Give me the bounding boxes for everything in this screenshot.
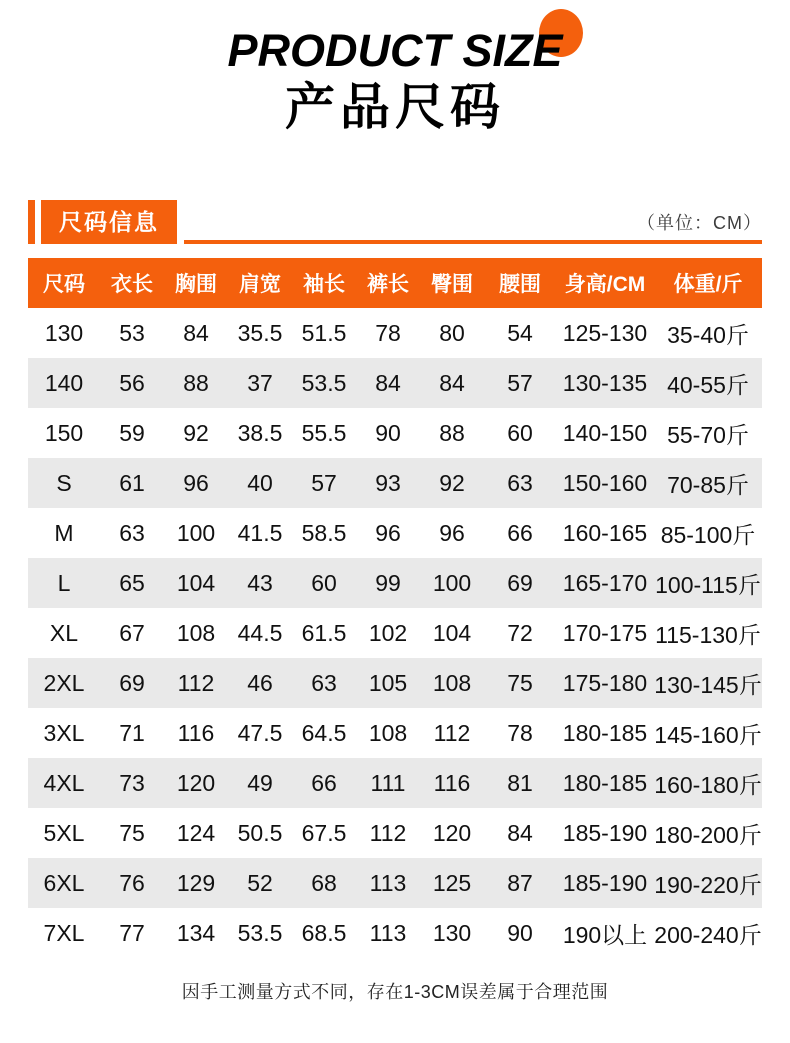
table-cell: 84 bbox=[375, 369, 401, 396]
table-cell: 2XL bbox=[43, 669, 85, 696]
table-cell: 54 bbox=[507, 319, 533, 346]
table-row bbox=[28, 458, 762, 508]
table-cell: 92 bbox=[183, 419, 209, 446]
table-row bbox=[28, 508, 762, 558]
section-divider-line bbox=[184, 240, 762, 244]
table-body bbox=[28, 308, 762, 958]
table-cell: 112 bbox=[177, 669, 215, 696]
table-row bbox=[28, 858, 762, 908]
table-cell: 77 bbox=[119, 919, 145, 946]
table-cell: 96 bbox=[183, 469, 209, 496]
table-cell: 120 bbox=[176, 769, 216, 796]
table-row bbox=[28, 558, 762, 608]
table-cell: 108 bbox=[176, 619, 216, 646]
table-cell: 129 bbox=[176, 869, 216, 896]
column-header: 胸围 bbox=[175, 273, 217, 296]
table-cell: 130-135 bbox=[562, 369, 648, 396]
table-cell: 68.5 bbox=[301, 919, 347, 946]
table-cell: 185-190 bbox=[562, 869, 648, 896]
table-cell: 78 bbox=[507, 719, 533, 746]
table-cell: 72 bbox=[507, 619, 533, 646]
table-cell: 190以上 bbox=[562, 921, 648, 948]
table-cell: 81 bbox=[507, 769, 533, 796]
table-cell: 64.5 bbox=[301, 719, 347, 746]
table-cell: 150-160 bbox=[562, 469, 648, 496]
table-cell: 96 bbox=[375, 519, 401, 546]
table-row bbox=[28, 608, 762, 658]
table-cell: XL bbox=[49, 619, 79, 646]
table-cell: M bbox=[54, 519, 74, 546]
table-cell: 84 bbox=[507, 819, 533, 846]
table-cell: 75 bbox=[119, 819, 145, 846]
table-cell: 200-240斤 bbox=[654, 921, 762, 948]
table-cell: 49 bbox=[247, 769, 273, 796]
table-cell: 84 bbox=[439, 369, 465, 396]
column-header: 袖长 bbox=[303, 273, 345, 296]
table-cell: 134 bbox=[176, 919, 216, 946]
table-cell: 185-190 bbox=[562, 819, 648, 846]
table-cell: 125 bbox=[432, 869, 472, 896]
table-cell: 180-200斤 bbox=[654, 821, 762, 848]
table-cell: 170-175 bbox=[562, 619, 648, 646]
column-header: 身高/CM bbox=[564, 273, 646, 296]
table-cell: 165-170 bbox=[562, 569, 648, 596]
table-cell: 70-85斤 bbox=[667, 471, 749, 498]
table-cell: 69 bbox=[119, 669, 145, 696]
table-cell: 84 bbox=[183, 319, 209, 346]
table-cell: 90 bbox=[507, 919, 533, 946]
table-cell: 3XL bbox=[43, 719, 85, 746]
column-header: 衣长 bbox=[111, 273, 153, 296]
table-cell: 115-130斤 bbox=[655, 621, 761, 648]
table-cell: S bbox=[56, 469, 72, 496]
page-title-en: PRODUCT SIZE bbox=[227, 25, 563, 76]
table-cell: 113 bbox=[369, 869, 407, 896]
table-cell: 78 bbox=[375, 319, 401, 346]
table-cell: 52 bbox=[247, 869, 273, 896]
table-cell: 140-150 bbox=[562, 419, 648, 446]
table-cell: 41.5 bbox=[237, 519, 283, 546]
table-cell: 76 bbox=[119, 869, 145, 896]
table-row bbox=[28, 308, 762, 358]
table-cell: 50.5 bbox=[237, 819, 283, 846]
table-cell: 160-180斤 bbox=[654, 771, 762, 798]
table-cell: 7XL bbox=[43, 919, 85, 946]
table-cell: 35-40斤 bbox=[667, 321, 749, 348]
table-cell: 43 bbox=[247, 569, 273, 596]
table-cell: 56 bbox=[119, 369, 145, 396]
unit-label: （单位：CM） bbox=[637, 213, 762, 233]
table-cell: 65 bbox=[119, 569, 145, 596]
table-cell: 61 bbox=[119, 469, 145, 496]
table-cell: 104 bbox=[432, 619, 472, 646]
table-row bbox=[28, 758, 762, 808]
table-cell: 67.5 bbox=[301, 819, 347, 846]
table-row bbox=[28, 908, 762, 958]
table-cell: 130-145斤 bbox=[654, 671, 762, 698]
table-cell: 113 bbox=[369, 919, 407, 946]
table-row bbox=[28, 408, 762, 458]
table-cell: 150 bbox=[44, 419, 84, 446]
table-cell: 69 bbox=[507, 569, 533, 596]
table-cell: 44.5 bbox=[237, 619, 283, 646]
size-table bbox=[28, 258, 762, 958]
table-cell: 93 bbox=[375, 469, 401, 496]
table-header-row bbox=[28, 258, 762, 308]
table-cell: 60 bbox=[311, 569, 337, 596]
table-cell: 61.5 bbox=[301, 619, 347, 646]
table-cell: 180-185 bbox=[562, 719, 648, 746]
table-cell: L bbox=[57, 569, 71, 596]
table-cell: 100 bbox=[176, 519, 216, 546]
table-cell: 40 bbox=[247, 469, 273, 496]
table-cell: 57 bbox=[311, 469, 337, 496]
table-cell: 38.5 bbox=[237, 419, 283, 446]
table-cell: 99 bbox=[375, 569, 401, 596]
badge-accent-bar bbox=[28, 200, 35, 244]
table-cell: 190-220斤 bbox=[654, 871, 762, 898]
table-cell: 180-185 bbox=[562, 769, 648, 796]
table-cell: 51.5 bbox=[301, 319, 347, 346]
table-cell: 66 bbox=[311, 769, 337, 796]
table-cell: 67 bbox=[119, 619, 145, 646]
table-cell: 90 bbox=[375, 419, 401, 446]
table-cell: 68 bbox=[311, 869, 337, 896]
table-cell: 175-180 bbox=[562, 669, 648, 696]
size-info-badge: 尺码信息 bbox=[41, 200, 177, 244]
page-title-zh: 产品尺码 bbox=[285, 78, 505, 135]
column-header: 裤长 bbox=[367, 273, 409, 296]
table-cell: 108 bbox=[368, 719, 408, 746]
table-cell: 87 bbox=[507, 869, 533, 896]
table-cell: 5XL bbox=[43, 819, 85, 846]
table-cell: 55.5 bbox=[301, 419, 347, 446]
table-cell: 100 bbox=[432, 569, 472, 596]
table-cell: 6XL bbox=[43, 869, 85, 896]
table-cell: 53 bbox=[119, 319, 145, 346]
table-cell: 92 bbox=[439, 469, 465, 496]
table-cell: 145-160斤 bbox=[654, 721, 762, 748]
table-cell: 46 bbox=[247, 669, 273, 696]
table-cell: 96 bbox=[439, 519, 465, 546]
table-cell: 73 bbox=[119, 769, 145, 796]
table-row bbox=[28, 658, 762, 708]
table-cell: 105 bbox=[368, 669, 408, 696]
title-en-wrap bbox=[227, 26, 562, 76]
title-block bbox=[0, 25, 790, 135]
table-cell: 116 bbox=[433, 769, 471, 796]
table-cell: 57 bbox=[507, 369, 533, 396]
table-row bbox=[28, 358, 762, 408]
table-cell: 66 bbox=[507, 519, 533, 546]
table-cell: 140 bbox=[44, 369, 84, 396]
column-header: 腰围 bbox=[499, 273, 541, 296]
table-cell: 160-165 bbox=[562, 519, 648, 546]
table-cell: 53.5 bbox=[301, 369, 347, 396]
table-cell: 4XL bbox=[43, 769, 85, 796]
table-cell: 102 bbox=[368, 619, 408, 646]
footer-note: 因手工测量方式不同，存在1-3CM误差属于合理范围 bbox=[181, 982, 609, 1002]
table-cell: 75 bbox=[507, 669, 533, 696]
table-cell: 85-100斤 bbox=[660, 521, 756, 548]
table-cell: 130 bbox=[432, 919, 472, 946]
table-cell: 47.5 bbox=[237, 719, 283, 746]
section-head bbox=[28, 200, 762, 244]
table-cell: 53.5 bbox=[237, 919, 283, 946]
table-cell: 124 bbox=[176, 819, 216, 846]
table-cell: 100-115斤 bbox=[655, 571, 761, 598]
table-cell: 120 bbox=[432, 819, 472, 846]
table-cell: 71 bbox=[119, 719, 145, 746]
table-row bbox=[28, 708, 762, 758]
table-cell: 88 bbox=[439, 419, 465, 446]
table-cell: 35.5 bbox=[237, 319, 283, 346]
table-cell: 59 bbox=[119, 419, 145, 446]
table-cell: 80 bbox=[439, 319, 465, 346]
table-cell: 63 bbox=[311, 669, 337, 696]
column-header: 臀围 bbox=[431, 273, 473, 296]
table-cell: 104 bbox=[176, 569, 216, 596]
table-cell: 60 bbox=[507, 419, 533, 446]
table-cell: 130 bbox=[44, 319, 84, 346]
table-cell: 112 bbox=[433, 719, 471, 746]
table-cell: 63 bbox=[119, 519, 145, 546]
table-cell: 111 bbox=[370, 769, 406, 796]
table-cell: 40-55斤 bbox=[667, 371, 749, 398]
table-cell: 116 bbox=[177, 719, 215, 746]
table-cell: 63 bbox=[507, 469, 533, 496]
table-cell: 112 bbox=[369, 819, 407, 846]
table-cell: 125-130 bbox=[562, 319, 648, 346]
table-row bbox=[28, 808, 762, 858]
column-header: 肩宽 bbox=[239, 273, 281, 296]
column-header: 体重/斤 bbox=[673, 273, 743, 296]
table-cell: 37 bbox=[247, 369, 273, 396]
table-cell: 55-70斤 bbox=[667, 421, 749, 448]
column-header: 尺码 bbox=[43, 273, 85, 296]
table-cell: 108 bbox=[432, 669, 472, 696]
table-cell: 88 bbox=[183, 369, 209, 396]
table-cell: 58.5 bbox=[301, 519, 347, 546]
